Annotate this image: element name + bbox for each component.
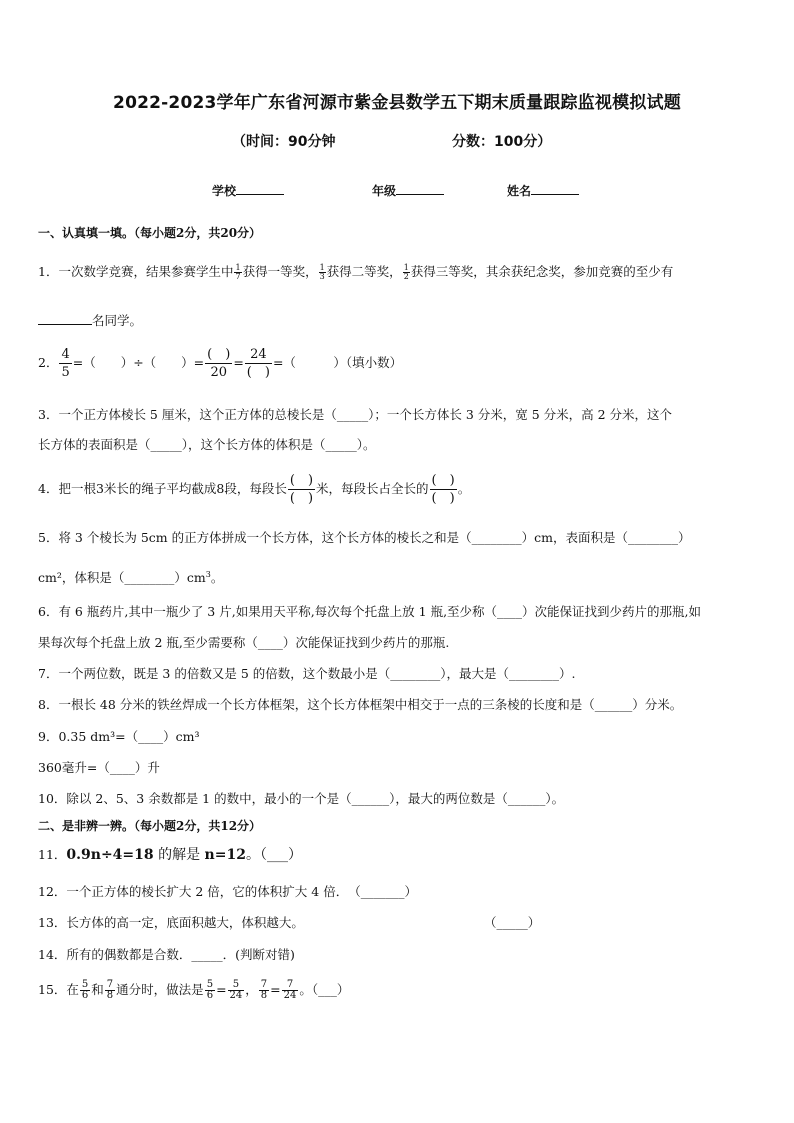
q15-f1-denominator: 6 (81, 990, 89, 1001)
q4-text-c: 。 (457, 481, 471, 496)
q15-fraction-1 (80, 980, 90, 1001)
q11-solution: n=12 (204, 847, 246, 863)
q1-text-b: 获得一等奖， (242, 264, 318, 279)
question-12: 12．一个正方体的棱长扩大 2 倍，它的体积扩大 4 倍． （_______） (38, 884, 417, 899)
q15-f6-denominator: 24 (283, 990, 297, 1001)
q2-fraction-3 (245, 346, 272, 381)
q4-f1-denominator: ( ) (289, 491, 314, 506)
question-9-line-1: 9．0.35 dm³=（____）cm³ (38, 729, 200, 744)
q2-fraction-1 (59, 346, 71, 381)
section-2-heading: 二、是非辨一辨。（每小题2分，共12分） (38, 819, 262, 833)
total-score: 分数：100分） (452, 134, 552, 150)
q15-fraction-5 (259, 980, 269, 1001)
q11-text-b: 的解是 (153, 847, 205, 863)
q2-number: 2． (38, 355, 59, 370)
q15-text-b: 通分时，做法是 (116, 982, 204, 997)
q11-text-c: 。（___） (245, 847, 302, 863)
name-label: 姓名 (507, 184, 532, 198)
q11-number: 11． (38, 847, 67, 862)
question-7: 7．一个两位数，既是 3 的倍数又是 5 的倍数，这个数最小是（________），最大是（________）. (38, 666, 576, 681)
school-field (212, 182, 284, 199)
q15-fraction-3 (205, 980, 215, 1001)
q13-text-a: 13．长方体的高一定，底面积越大，体积越大。 (38, 915, 304, 930)
q2-text-b: =（ ）（填小数） (272, 355, 403, 370)
q2-f2-denominator: 20 (210, 365, 227, 380)
q11-equation: 0.9n÷4=18 (66, 847, 154, 863)
question-4 (38, 472, 470, 507)
q15-text-c: 。（___） (299, 982, 350, 997)
q2-f3-numerator: 24 (245, 346, 272, 364)
q15-fraction-6 (282, 980, 299, 1001)
q5-superscript: 3 (205, 570, 211, 579)
q4-f1-numerator: ( ) (289, 473, 314, 488)
question-5-line-2 (38, 567, 223, 586)
name-field (507, 182, 579, 199)
q5-text-b: 。 (210, 570, 224, 586)
question-3-line-2: 长方体的表面积是（_____），这个长方体的体积是（_____）。 (38, 437, 376, 452)
q15-f3-numerator: 5 (206, 979, 214, 990)
school-blank[interactable] (236, 183, 284, 195)
q1-f1-denominator: 7 (235, 272, 241, 281)
q1-f2-denominator: 3 (319, 272, 325, 281)
q15-text-a: 15．在 (38, 982, 79, 997)
q15-f4-numerator: 5 (228, 980, 245, 991)
question-11 (38, 847, 302, 863)
question-5-line-1: 5．将 3 个棱长为 5cm 的正方体拼成一个长方体，这个长方体的棱长之和是（________）cm，表面积是（________） (38, 530, 691, 545)
q15-f2-denominator: 8 (106, 990, 114, 1001)
q15-f2-numerator: 7 (106, 979, 114, 990)
q5-text-a: cm²，体积是（________）cm (38, 570, 206, 586)
q15-f5-denominator: 8 (260, 990, 268, 1001)
q2-text-a: =（ ）÷（ ）= (72, 355, 205, 370)
q4-text-a: 4．把一根3米长的绳子平均截成8段，每段长 (38, 481, 287, 496)
question-6-line-2: 果每次每个托盘上放 2 瓶,至少需要称（____）次能保证找到少药片的那瓶. (38, 635, 450, 650)
q4-f2-denominator: ( ) (431, 491, 455, 506)
q15-comma: ， (245, 982, 258, 997)
question-13 (38, 915, 304, 931)
q15-f1-numerator: 5 (81, 979, 89, 990)
exam-title: 2022-2023学年广东省河源市紫金县数学五下期末质量跟踪监视模拟试题 (113, 93, 681, 113)
q1-text-d: 获得三等奖，其余获纪念奖，参加竞赛的至少有 (410, 264, 674, 279)
grade-field (372, 182, 444, 199)
q2-f1-denominator: 5 (61, 365, 70, 380)
q4-text-b: 米，每段长占全长的 (316, 481, 429, 496)
q1-f1-numerator: 1 (235, 263, 241, 272)
q4-fraction-1[interactable] (288, 472, 315, 507)
q1-fraction-2 (319, 264, 326, 281)
time-limit: （时间：90分钟 (232, 134, 336, 150)
question-14: 14．所有的偶数都是合数．_____．(判断对错) (38, 947, 295, 962)
q2-f2-numerator[interactable]: ( ) (207, 347, 231, 362)
q2-f3-denominator[interactable]: ( ) (246, 365, 270, 380)
q4-fraction-2[interactable] (430, 472, 457, 507)
q1-fraction-1 (234, 264, 241, 281)
question-13-answer[interactable]: （_____） (484, 915, 541, 930)
question-15 (38, 980, 349, 1001)
q1-fraction-3 (403, 264, 410, 281)
q15-fraction-2 (105, 980, 115, 1001)
question-3-line-1: 3．一个正方体棱长 5 厘米，这个正方体的总棱长是（_____）；一个长方体长 3 分米，宽 5 分米，高 2 分米，这个 (38, 407, 673, 422)
q2-equals: = (233, 355, 244, 370)
school-label: 学校 (212, 184, 237, 198)
q2-f1-numerator: 4 (61, 347, 70, 362)
q1-text-c: 获得二等奖， (326, 264, 402, 279)
q1-f3-numerator: 1 (403, 263, 409, 272)
q15-fraction-4 (228, 980, 245, 1001)
grade-label: 年级 (372, 184, 397, 198)
name-blank[interactable] (531, 183, 579, 195)
q15-equals-2: = (270, 982, 281, 997)
q15-f5-numerator: 7 (260, 979, 268, 990)
question-6-line-1: 6．有 6 瓶药片,其中一瓶少了 3 片,如果用天平称,每次每个托盘上放 1 瓶,至少称（____）次能保证找到少药片的那瓶,如 (38, 604, 702, 619)
q15-f6-numerator: 7 (282, 980, 299, 991)
question-10: 10．除以 2、5、3 余数都是 1 的数中，最小的一个是（______），最大的两位数是（______）。 (38, 791, 565, 806)
section-1-heading: 一、认真填一填。（每小题2分，共20分） (38, 226, 262, 240)
q1-answer-blank[interactable] (38, 312, 92, 325)
q15-f4-denominator: 24 (229, 990, 243, 1001)
q15-f3-denominator: 6 (206, 990, 214, 1001)
q1-text-e: 名同学。 (92, 313, 143, 328)
question-8: 8．一根长 48 分米的铁丝焊成一个长方体框架，这个长方体框架中相交于一点的三条棱的长度和是（______）分米。 (38, 697, 683, 712)
q1-f3-denominator: 2 (403, 272, 409, 281)
question-1-line-2 (38, 312, 142, 329)
q15-and: 和 (91, 982, 104, 997)
q1-text-a: 1．一次数学竞赛，结果参赛学生中 (38, 264, 234, 279)
q15-equals-1: = (216, 982, 227, 997)
q1-f2-numerator: 1 (319, 263, 325, 272)
grade-blank[interactable] (396, 183, 444, 195)
q2-fraction-2 (205, 346, 232, 381)
question-9-line-2: 360毫升=（____）升 (38, 760, 160, 775)
question-2 (38, 346, 402, 381)
question-1 (38, 264, 673, 281)
q4-f2-numerator: ( ) (431, 473, 455, 488)
